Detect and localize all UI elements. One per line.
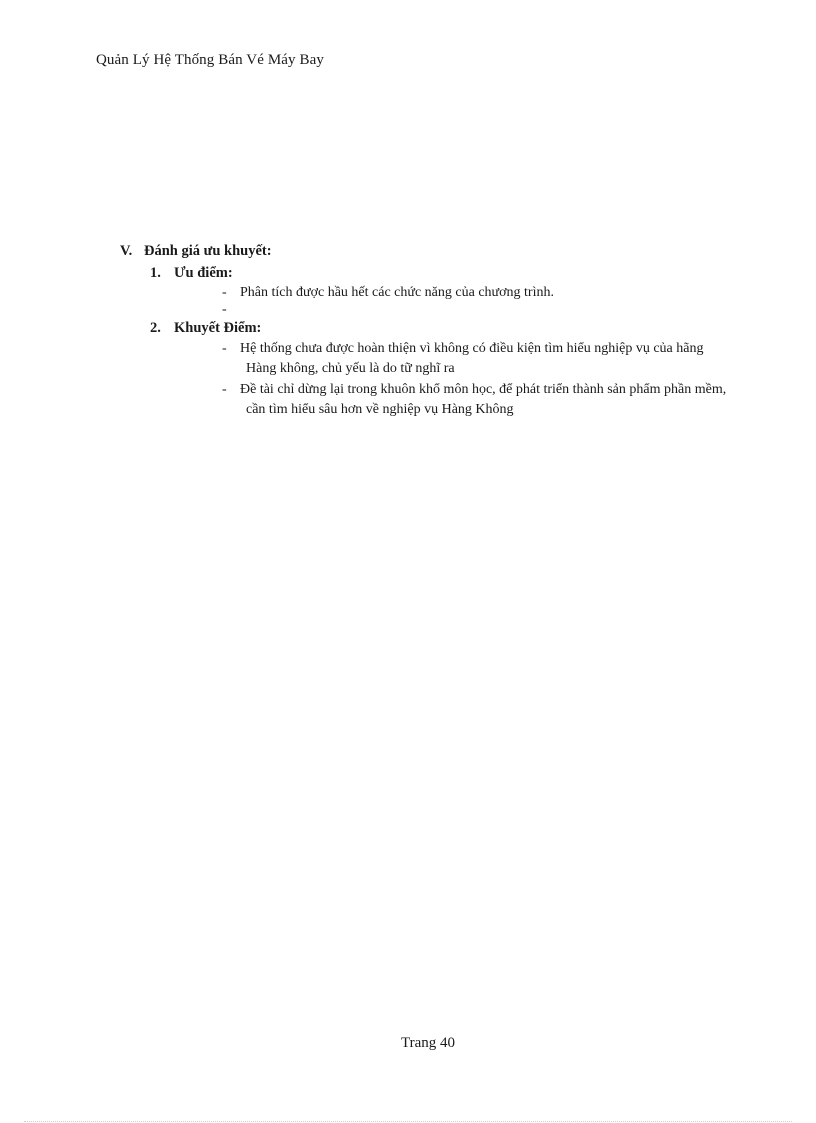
bullet-dash: -: [222, 285, 227, 300]
section-heading: [120, 243, 272, 260]
bullet-dash: -: [222, 341, 227, 356]
page-header: Quản Lý Hệ Thống Bán Vé Máy Bay: [96, 52, 324, 68]
bullet-line-1: Đề tài chỉ dừng lại trong khuôn khổ môn học, để phát triển thành sản phẩm phần mềm,: [240, 382, 727, 397]
page-number: Trang 40: [400, 1035, 456, 1051]
empty-bullet: -: [222, 302, 227, 317]
bullet-line-2: cần tìm hiểu sâu hơn về nghiệp vụ Hàng Không: [246, 402, 514, 417]
subsection-title: Khuyết Điểm:: [174, 320, 262, 336]
bullet-text: [240, 339, 762, 379]
subsection-heading-disadvantages: [150, 320, 261, 337]
subsection-heading-advantages: [150, 265, 233, 282]
bullet-text: Phân tích được hầu hết các chức năng của chương trình.: [240, 285, 554, 300]
section-title: Đánh giá ưu khuyết:: [144, 243, 272, 259]
bullet-item: [222, 380, 762, 420]
bullet-dash: -: [222, 382, 227, 397]
section-number: V.: [120, 243, 133, 259]
bullet-line-1: Hệ thống chưa được hoàn thiện vì không có điều kiện tìm hiểu nghiệp vụ của hãng: [240, 341, 704, 356]
subsection-number: 1.: [150, 265, 161, 281]
bullet-item: [222, 339, 762, 379]
subsection-title: Ưu điểm:: [174, 265, 233, 281]
bullet-text: [240, 380, 762, 420]
bullet-item: [222, 283, 762, 303]
bullet-line-2: Hàng không, chủ yếu là do tữ nghĩ ra: [246, 361, 455, 376]
subsection-number: 2.: [150, 320, 161, 336]
bottom-divider: [24, 1121, 792, 1122]
